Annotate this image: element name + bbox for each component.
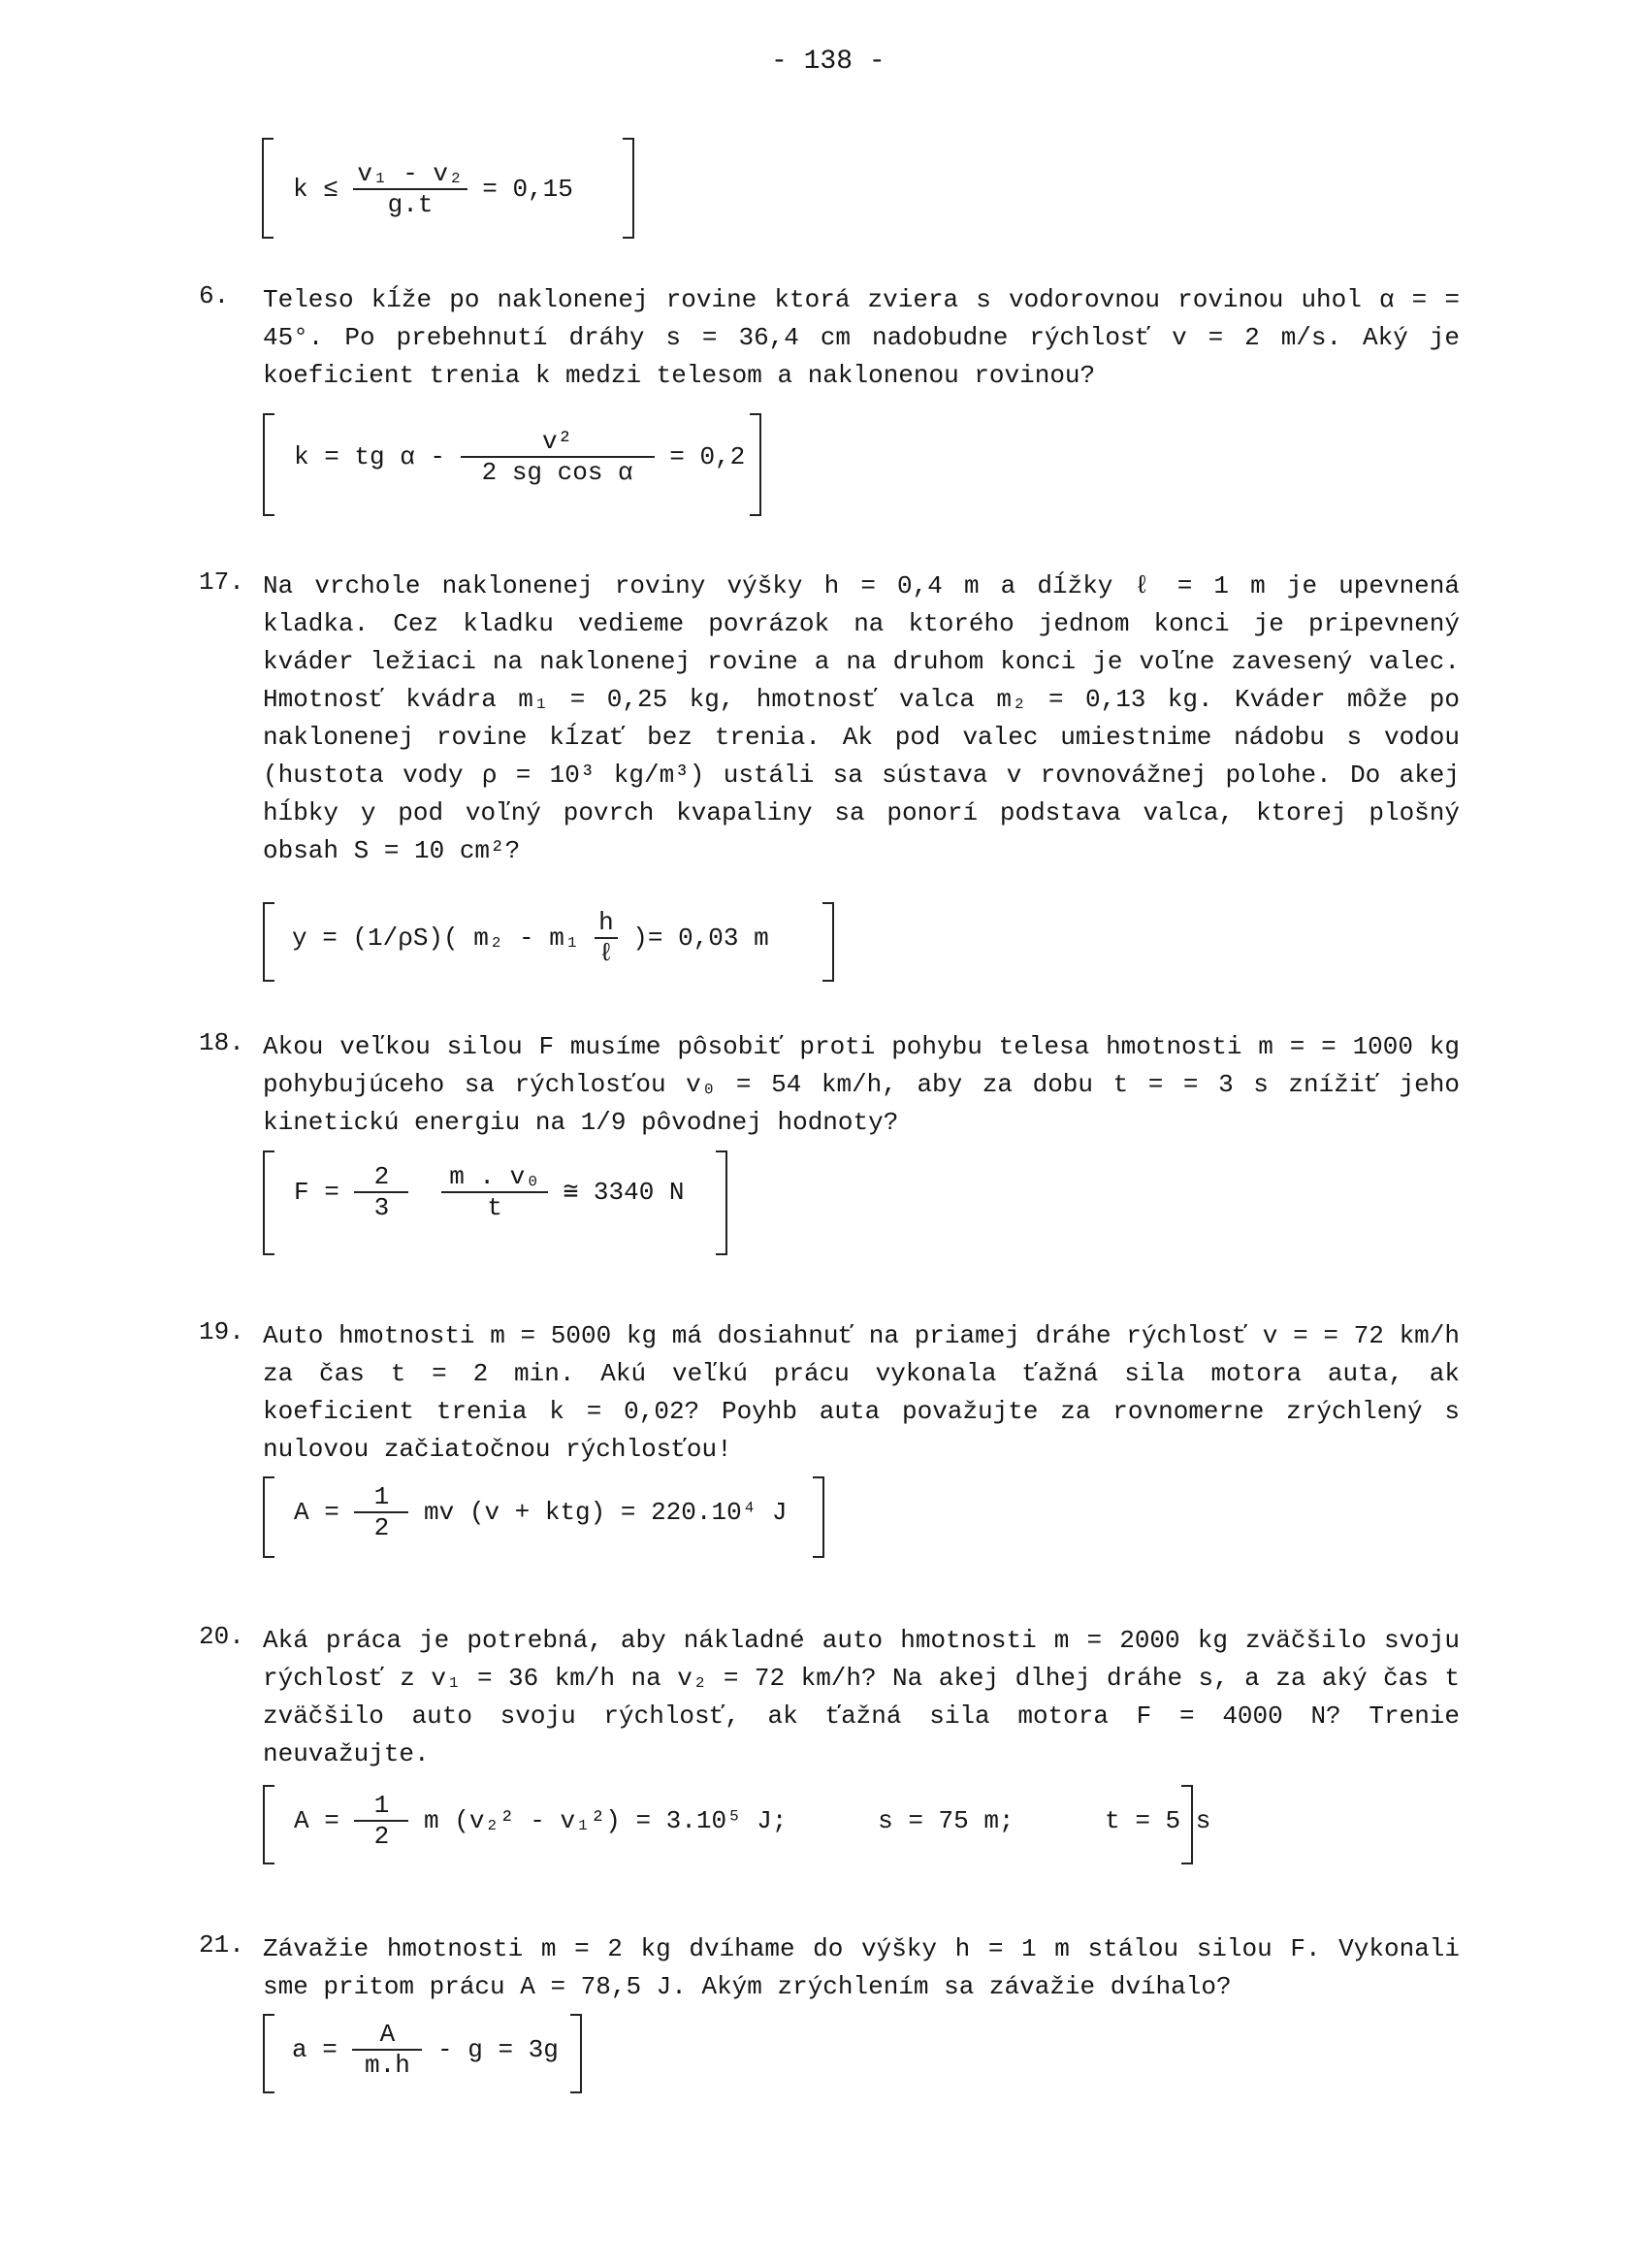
fraction-denominator: 2: [373, 1822, 390, 1851]
problem-text: Auto hmotnosti m = 5000 kg má dosiahnuť na priamej dráhe rýchlosť v = = 72 km/h za čas t = 2 min. Akú veľkú prácu vykonala ťažná sila motora auta, ak koeficient trenia k = 0,02? Poyhb auta považujte za rovnomerne zrýchlený s nulovou začiatočnou rýchlosťou!: [263, 1321, 1460, 1464]
problem-text: Akou veľkou silou F musíme pôsobiť proti pohybu telesa hmotnosti m = = 1000 kg pohybujúceho sa rýchlosťou v₀ = 54 km/h, aby za dobu t = = 3 s znížiť jeho kinetickú energiu na 1/9 pôvodnej hodnoty?: [263, 1032, 1460, 1137]
fraction-denominator: ℓ: [598, 939, 614, 968]
problem-number: 18.: [199, 1028, 244, 1057]
fraction-numerator: m . v₀: [441, 1162, 548, 1193]
answer-lhs: a =: [292, 2034, 338, 2064]
answer-lhs: y = (1/ρS)( m₂ - m₁: [292, 923, 580, 953]
answer-fraction: [354, 1482, 408, 1542]
fraction-denominator: 2: [373, 1513, 390, 1542]
page-number: - 138 -: [771, 47, 886, 77]
problem-text: Na vrchole naklonenej roviny výšky h = 0,4 m a dĺžky ℓ = 1 m je upevnená kladka. Cez kladku vedieme povrázok na ktorého jednom konci je pripevnený kváder ležiaci na naklonenej rovine a na druhom konci je voľne zavesený valec. Hmotnosť kvádra m₁ = 0,25 kg, hmotnosť valca m₂ = 0,13 kg. Kváder môže po naklonenej rovine kĺzať bez trenia. Ak pod valec umiestnime nádobu s vodou (hustota vody ρ = 10³ kg/m³) ustáli sa sústava v rovnovážnej polohe. Do akej hĺbky y pod voľný povrch kvapaliny sa ponorí podstava valca, ktorej plošný obsah S = 10 cm²?: [263, 571, 1460, 865]
fraction-numerator: h: [595, 908, 618, 939]
fraction-numerator: v₁ - v₂: [353, 159, 467, 190]
answer-rhs: ≅ 3340 N: [563, 1177, 685, 1207]
answer-rhs: )= 0,03 m: [632, 923, 769, 953]
fraction-denominator: t: [487, 1193, 502, 1222]
answer-rhs: = 0,2: [669, 441, 746, 471]
answer-lhs: A =: [294, 1497, 339, 1527]
answer-lhs: F =: [294, 1177, 339, 1207]
answer-fraction: [353, 159, 467, 219]
fraction-denominator: 3: [373, 1193, 390, 1222]
problem-number: 20.: [199, 1622, 244, 1651]
fraction-numerator: 1: [354, 1791, 408, 1822]
answer-rhs: mv (v + ktg) = 220.10⁴ J: [424, 1497, 788, 1527]
answer-fraction: [352, 2020, 422, 2080]
answer-box: [263, 1785, 1211, 1864]
problem-number: 19.: [199, 1317, 244, 1346]
answer-fraction: [441, 1162, 548, 1222]
answer-box: [263, 902, 834, 982]
fraction-numerator: v²: [461, 427, 655, 458]
answer-lhs: k = tg α -: [294, 441, 446, 471]
fraction-numerator: A: [352, 2020, 422, 2051]
answer-lhs: k ≤: [293, 174, 338, 204]
answer-rhs: = 0,15: [482, 174, 573, 204]
answer-fraction: [354, 1791, 408, 1851]
problem-text: Aká práca je potrebná, aby nákladné auto hmotnosti m = 2000 kg zväčšilo svoju rýchlosť z v₁ = 36 km/h na v₂ = 72 km/h? Na akej dlhej dráhe s, a za aký čas t zväčšilo auto svoju rýchlosť, ak ťažná sila motora F = 4000 N? Trenie neuvažujte.: [263, 1626, 1460, 1768]
problem-number: 17.: [199, 567, 244, 597]
fraction-denominator: m.h: [365, 2051, 410, 2080]
answer-box: [263, 1150, 727, 1255]
answer-box: [263, 1476, 824, 1558]
answer-fraction: [461, 427, 655, 487]
answer-box: [263, 413, 761, 516]
answer-fraction: [595, 908, 618, 968]
problem-number: 6.: [199, 281, 230, 310]
answer-box-top: [262, 138, 634, 239]
answer-rhs: - g = 3g: [437, 2034, 559, 2064]
problem-number: 21.: [199, 1930, 244, 1960]
problem-text: Teleso kĺže po naklonenej rovine ktorá zviera s vodorovnou rovinou uhol α = = 45°. Po prebehnutí dráhy s = 36,4 cm nadobudne rýchlosť v = 2 m/s. Aký je koeficient trenia k medzi telesom a naklonenou rovinou?: [263, 285, 1460, 390]
fraction-numerator: 1: [354, 1482, 408, 1513]
fraction-denominator: g.t: [387, 190, 434, 219]
problem-text: Závažie hmotnosti m = 2 kg dvíhame do výšky h = 1 m stálou silou F. Vykonali sme pritom prácu A = 78,5 J. Akým zrýchlením sa závažie dvíhalo?: [263, 1934, 1460, 2001]
fraction-numerator: 2: [354, 1162, 408, 1193]
answer-rhs: m (v₂² - v₁²) = 3.10⁵ J; s = 75 m; t = 5 s: [424, 1805, 1211, 1835]
answer-fraction-coefficient: [354, 1162, 408, 1222]
answer-box: [263, 2014, 582, 2093]
answer-lhs: A =: [294, 1805, 339, 1835]
fraction-denominator: 2 sg cos α: [481, 458, 633, 487]
